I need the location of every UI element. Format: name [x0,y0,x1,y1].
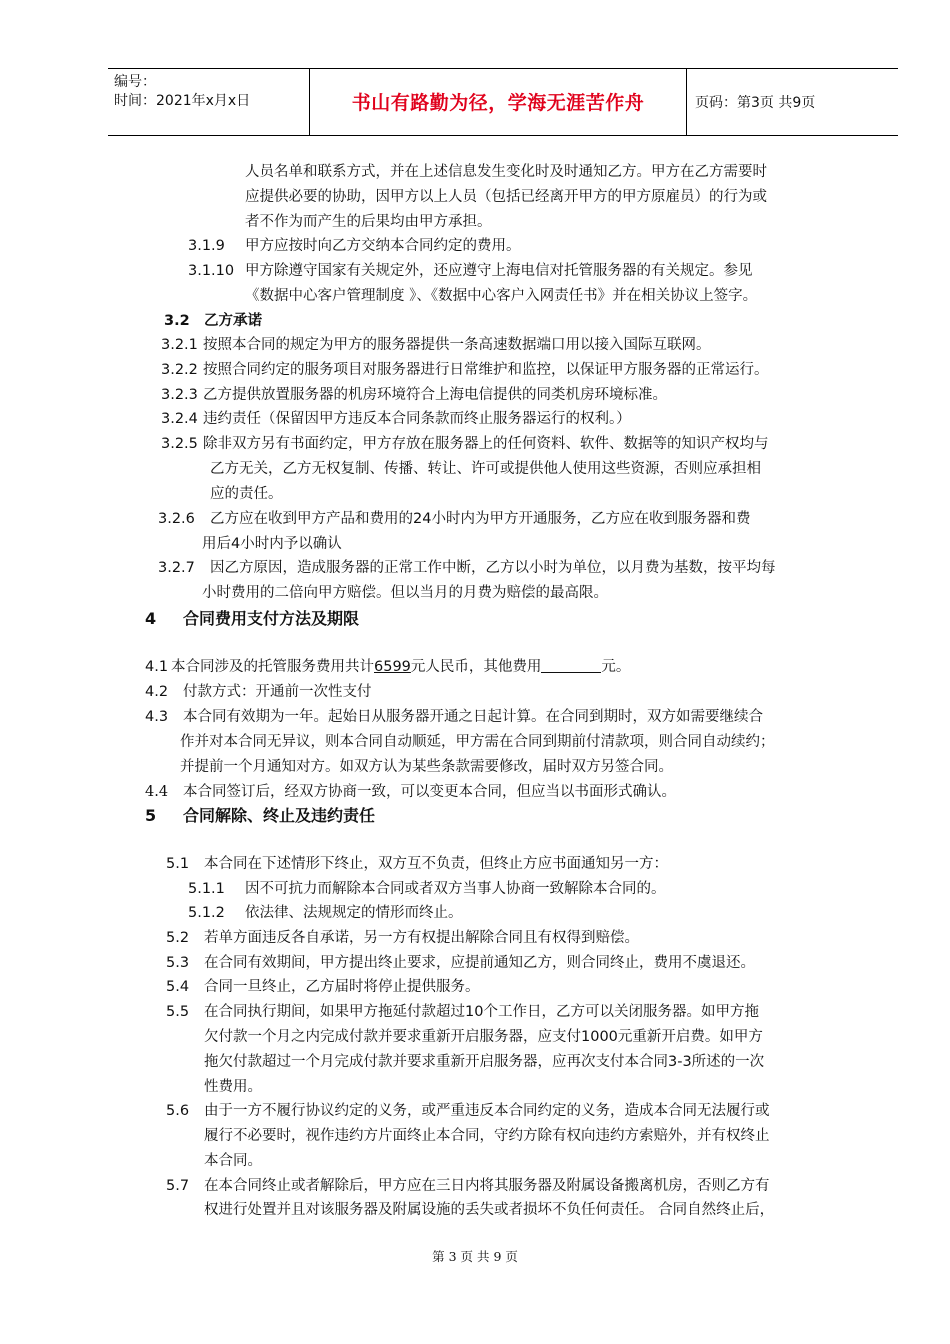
clause-number: 3.2.2 [161,362,198,378]
clause-number: 4 [145,609,157,628]
page-footer: 第 3 页 共 9 页 [432,1249,518,1264]
clause-3-1-9: 3.1.9 甲方应按时向乙方交纳本合同约定的费用。 [188,238,521,254]
page-header [108,68,898,136]
paragraph-line: 作并对本合同无异议，则本合同自动顺延，甲方需在合同到期前付清款项，则合同自动续约； [180,734,775,750]
clause-number: 3.2.3 [161,387,198,403]
clause-number: 3.2.1 [161,337,198,353]
paragraph-line: 拖欠付款超过一个月完成付款并要求重新开启服务器，应再次支付本合同3-3所述的一次 [204,1054,765,1070]
clause-number: 5.5 [166,1004,190,1020]
paragraph-line: 乙方无关，乙方无权复制、传播、转让、许可或提供他人使用这些资源，否则应承担相 [210,461,761,477]
paragraph-line: 小时费用的二倍向甲方赔偿。但以当月的月费为赔偿的最高限。 [202,585,608,601]
clause-number: 5.2 [166,930,190,946]
clause-5-3: 5.3 在合同有效期间，甲方提出终止要求，应提前通知乙方，则合同终止，费用不虞退还。 [166,955,755,971]
clause-5-1-2: 5.1.2 依法律、法规规定的情形而终止。 [188,905,463,921]
section-heading-5: 5 合同解除、终止及违约责任 [145,806,376,825]
clause-5-1: 5.1 本合同在下述情形下终止，双方互不负责，但终止方应书面通知另一方： [166,856,668,872]
clause-4-2: 4.2 付款方式：开通前一次性支付 [145,684,372,700]
clause-number: 3.2.4 [161,411,198,427]
clause-number: 5.3 [166,955,190,971]
clause-number: 5.1.2 [188,905,225,921]
clause-number: 4.3 [145,709,169,725]
paragraph-line: 本合同。 [204,1153,262,1169]
clause-5-5: 5.5 在合同执行期间，如果甲方拖延付款超过10个工作日，乙方可以关闭服务器。如甲方拖 [166,1004,759,1020]
paragraph-line: 人员名单和联系方式，并在上述信息发生变化时及时通知乙方。甲方在乙方需要时 [245,164,767,180]
paragraph-line: 履行不必要时，视作违约方片面终止本合同，守约方除有权向违约方索赔外，并有权终止 [204,1128,770,1144]
clause-3-1-10: 3.1.10 甲方除遵守国家有关规定外，还应遵守上海电信对托管服务器的有关规定。参见 [188,263,753,279]
paragraph-line: 者不作为而产生的后果均由甲方承担。 [245,214,492,230]
header-meta [108,69,310,135]
document-date-label: 时间：2021年x月x日 [114,93,251,109]
clause-4-1: 4.1 本合同涉及的托管服务费用共计6599元人民币，其他费用 元。 [145,659,631,675]
section-heading-4: 4 合同费用支付方法及期限 [145,609,360,628]
header-motto: 书山有路勤为径，学海无涯苦作舟 [310,69,687,135]
fee-amount: 6599 [374,659,411,675]
clause-5-2: 5.2 若单方面违反各自承诺，另一方有权提出解除合同且有权得到赔偿。 [166,930,639,946]
clause-number: 4.4 [145,784,169,800]
clause-3-2-7: 3.2.7 因乙方原因，造成服务器的正常工作中断，乙方以小时为单位，以月费为基数，按平均每 [158,560,776,576]
clause-number: 5.6 [166,1103,190,1119]
clause-3-2-1: 3.2.1 按照本合同的规定为甲方的服务器提供一条高速数据端口用以接入国际互联网。 [161,337,711,353]
document-number-label: 编号： [114,74,156,90]
clause-number: 3.2.5 [161,436,198,452]
clause-number: 3.1.10 [188,263,235,279]
paragraph-line: 欠付款一个月之内完成付款并要求重新开启服务器，应支付1000元重新开启费。如甲方 [204,1029,763,1045]
clause-3-2-2: 3.2.2 按照合同约定的服务项目对服务器进行日常维护和监控，以保证甲方服务器的正常运行。 [161,362,769,378]
other-fee-blank [541,658,601,673]
clause-number: 3.2.7 [158,560,195,576]
clause-5-7: 5.7 在本合同终止或者解除后，甲方应在三日内将其服务器及附属设备搬离机房，否则乙方有 [166,1178,770,1194]
paragraph-line: 性费用。 [204,1079,262,1095]
paragraph-line: 并提前一个月通知对方。如双方认为某些条款需要修改，届时双方另签合同。 [180,759,673,775]
clause-4-4: 4.4 本合同签订后，经双方协商一致，可以变更本合同，但应当以书面形式确认。 [145,784,676,800]
clause-number: 5.1 [166,856,190,872]
section-heading-3-2: 3.2 乙方承诺 [164,313,262,329]
clause-number: 5.7 [166,1178,190,1194]
paragraph-line: 权进行处置并且对该服务器及附属设施的丢失或者损坏不负任何责任。 合同自然终止后， [204,1202,775,1218]
clause-number: 5 [145,806,157,825]
header-page-indicator: 页码：第3页 共9页 [695,95,816,111]
clause-3-2-3: 3.2.3 乙方提供放置服务器的机房环境符合上海电信提供的同类机房环境标准。 [161,387,667,403]
clause-4-3: 4.3 本合同有效期为一年。起始日从服务器开通之日起计算。在合同到期时，双方如需要继续合 [145,709,763,725]
paragraph-line: 《数据中心客户管理制度 》、《数据中心客户入网责任书》并在相关协议上签字。 [245,288,758,304]
clause-3-2-5: 3.2.5 除非双方另有书面约定，甲方存放在服务器上的任何资料、软件、数据等的知识产权均与 [161,436,769,452]
clause-number: 5.1.1 [188,881,225,897]
clause-3-2-6: 3.2.6 乙方应在收到甲方产品和费用的24小时内为甲方开通服务，乙方应在收到服务器和费 [158,511,751,527]
clause-number: 3.2.6 [158,511,195,527]
clause-number: 5.4 [166,979,190,995]
clause-5-1-1: 5.1.1 因不可抗力而解除本合同或者双方当事人协商一致解除本合同的。 [188,881,666,897]
clause-number: 4.1 [145,659,169,675]
clause-number: 3.1.9 [188,238,225,254]
clause-5-4: 5.4 合同一旦终止，乙方届时将停止提供服务。 [166,979,480,995]
clause-3-2-4: 3.2.4 违约责任（保留因甲方违反本合同条款而终止服务器运行的权利。） [161,411,631,427]
paragraph-line: 应的责任。 [210,486,283,502]
clause-5-6: 5.6 由于一方不履行协议约定的义务，或严重违反本合同约定的义务，造成本合同无法履行或 [166,1103,770,1119]
paragraph-line: 应提供必要的协助，因甲方以上人员（包括已经离开甲方的甲方原雇员）的行为或 [245,189,767,205]
clause-number: 3.2 [164,313,190,329]
paragraph-line: 用后4小时内予以确认 [202,536,342,552]
clause-number: 4.2 [145,684,169,700]
